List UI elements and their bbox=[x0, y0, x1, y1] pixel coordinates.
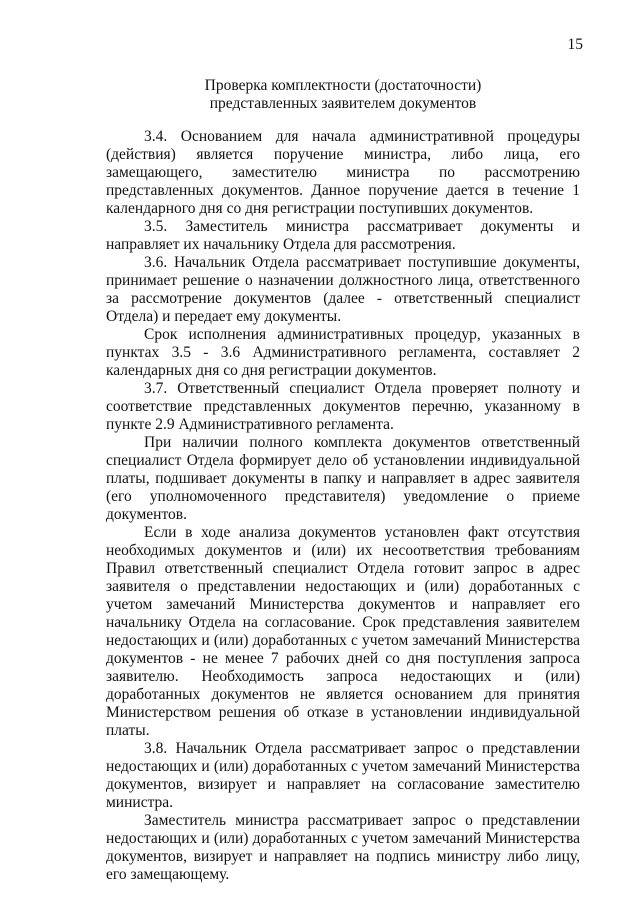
section-heading bbox=[106, 77, 580, 113]
paragraph-3-7: 3.7. Ответственный специалист Отдела проверяет полноту и соответствие представленных документов перечню, указанному в пункте 2.9 Административного регламента. bbox=[106, 380, 580, 433]
page-number: 15 bbox=[567, 36, 583, 53]
paragraph-3-6: 3.6. Начальник Отдела рассматривает поступившие документы, принимает решение о назначении должностного лица, ответственного за рассмотрение документов (далее - ответственный специалист Отдела) и передает ему документы. bbox=[106, 254, 580, 325]
paragraph-complete-set: При наличии полного комплекта документов ответственный специалист Отдела формирует дело об установлении индивидуальной платы, подшивает документы в папку и направляет в адрес заявителя (его уполномоченного представителя) уведомление о приеме документов. bbox=[106, 434, 580, 523]
paragraph-missing-documents: Если в ходе анализа документов установлен факт отсутствия необходимых документов и (или) их несоответствия требованиям Правил ответственный специалист Отдела готовит запрос в адрес заявителя о представлении недостающих и (или) доработанных с учетом замечаний Министерства документов и направляет его начальнику Отдела на согласование. Срок представления заявителем недостающих и (или) доработанных с учетом замечаний Министерства документов - не менее 7 рабочих дней со дня поступления запроса заявителю. Необходимость запроса недостающих и (или) доработанных документов не является основанием для принятия Министерством решения об отказе в установлении индивидуальной платы. bbox=[106, 524, 580, 739]
document-body bbox=[106, 128, 580, 884]
paragraph-3-4: 3.4. Основанием для начала административной процедуры (действия) является поручение министра, либо лица, его замещающего, заместителю министра по рассмотрению представленных документов. Данное поручение дается в течение 1 календарного дня со дня регистрации поступивших документов. bbox=[106, 128, 580, 217]
section-heading-line-1: Проверка комплектности (достаточности) bbox=[204, 77, 482, 94]
section-heading-line-2: представленных заявителем документов bbox=[209, 95, 477, 112]
paragraph-3-5: 3.5. Заместитель министра рассматривает документы и направляет их начальнику Отдела для рассмотрения. bbox=[106, 218, 580, 253]
paragraph-deadline: Срок исполнения административных процедур, указанных в пунктах 3.5 - 3.6 Административного регламента, составляет 2 календарных дня со дня регистрации документов. bbox=[106, 326, 580, 379]
paragraph-3-8: 3.8. Начальник Отдела рассматривает запрос о представлении недостающих и (или) доработанных с учетом замечаний Министерства документов, визирует и направляет на согласование заместителю министра. bbox=[106, 740, 580, 811]
paragraph-deputy-minister: Заместитель министра рассматривает запрос о представлении недостающих и (или) доработанных с учетом замечаний Министерства документов, визирует и направляет на подпись министру либо лицу, его замещающему. bbox=[106, 812, 580, 883]
